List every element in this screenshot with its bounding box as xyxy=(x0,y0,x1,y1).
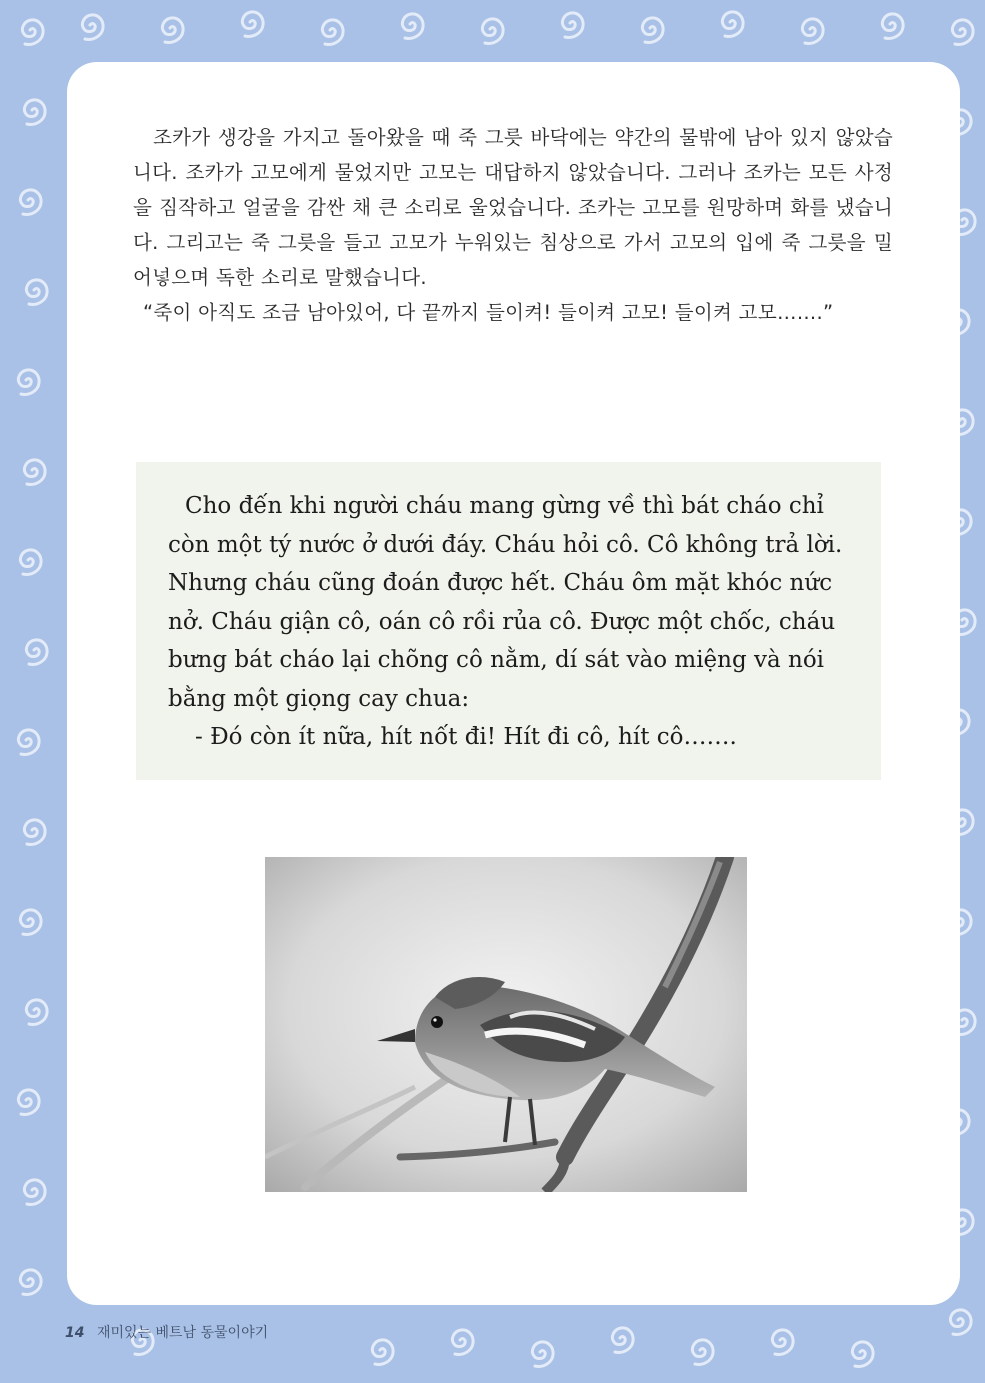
bird-photo xyxy=(265,857,747,1192)
vietnamese-paragraph: Cho đến khi người cháu mang gừng về thì bát cháo chỉ còn một tý nước ở dưới đáy. Cháu hỏi cô. Cô không trả lời. Nhưng cháu cũng đoán được hết. Cháu ôm mặt khóc nức nở. Cháu giận cô, oán cô rồi rủa cô. Được một chốc, cháu bưng bát cháo lại chõng cô nằm, dí sát vào miệng và nói bằng một giọng cay chua: xyxy=(168,493,843,712)
korean-quote: “죽이 아직도 조금 남아있어, 다 끝까지 들이켜! 들이켜 고모! 들이켜 고모…….” xyxy=(143,301,834,324)
vietnamese-dialogue: - Đó còn ít nữa, hít nốt đi! Hít đi cô, hít cô……. xyxy=(195,724,737,750)
book-title: 재미있는 베트남 동물이야기 xyxy=(96,1325,269,1341)
korean-text xyxy=(133,120,893,330)
page-footer xyxy=(65,1322,268,1342)
page-number: 14 xyxy=(65,1325,85,1341)
bird-on-branch-illustration xyxy=(265,857,747,1192)
vietnamese-text xyxy=(168,487,868,757)
korean-paragraph: 조카가 생강을 가지고 돌아왔을 때 죽 그릇 바닥에는 약간의 물밖에 남아 있지 않았습니다. 조카가 고모에게 물었지만 고모는 대답하지 않았습니다. 그러나 조카는 모든 사정을 짐작하고 얼굴을 감싼 채 큰 소리로 울었습니다. 조카는 고모를 원망하며 화를 냈습니다. 그리고는 죽 그릇을 들고 고모가 누워있는 침상으로 가서 고모의 입에 죽 그릇을 밀어넣으며 독한 소리로 말했습니다. xyxy=(133,126,893,289)
